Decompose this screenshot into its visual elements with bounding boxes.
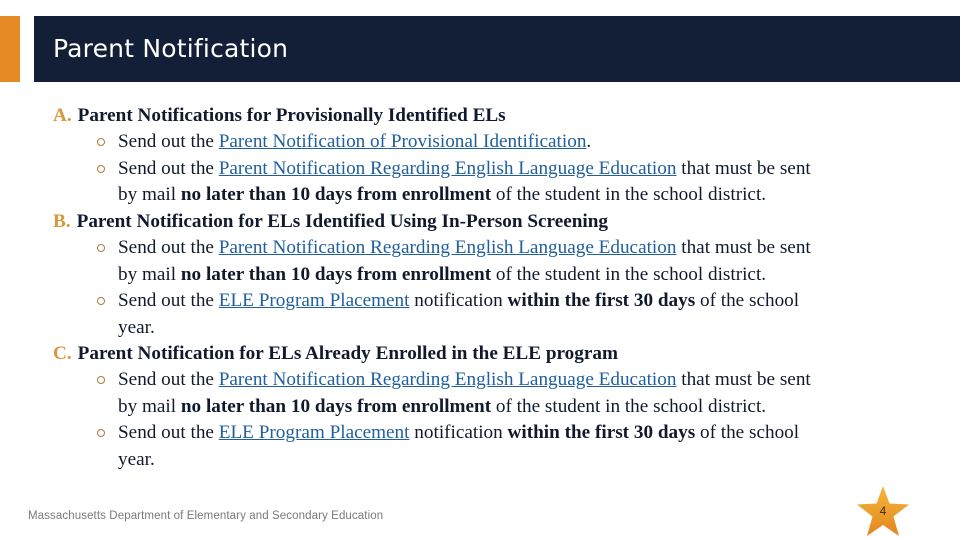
list-item: Send out the ELE Program Placement notification within the first 30 days of the school <box>53 420 933 446</box>
list-item: Send out the Parent Notification Regarding English Language Education that must be sent <box>53 367 933 393</box>
list-item-continuation: by mail no later than 10 days from enrollment of the student in the school district. <box>118 395 767 417</box>
section-letter: A. <box>53 105 72 126</box>
list-item-continuation: by mail no later than 10 days from enrollment of the student in the school district. <box>118 263 767 285</box>
list-item-continuation: by mail no later than 10 days from enrollment of the student in the school district. <box>118 184 767 206</box>
title-bar <box>34 16 960 82</box>
link-ele-program-placement[interactable]: ELE Program Placement <box>218 422 410 444</box>
link-ele-program-placement[interactable]: ELE Program Placement <box>218 290 410 312</box>
slide-content <box>53 103 933 473</box>
list-item: Send out the ELE Program Placement notification within the first 30 days of the school <box>53 288 933 314</box>
section-letter: C. <box>53 342 72 364</box>
page-title: Parent Notification <box>53 34 289 63</box>
section-heading-c: C. Parent Notification for ELs Already Enrolled in the ELE program <box>53 342 618 364</box>
list-item-continuation: year. <box>118 316 155 338</box>
circle-bullet-icon <box>97 165 105 173</box>
circle-bullet-icon <box>97 429 105 437</box>
link-english-language-education[interactable]: Parent Notification Regarding English Language Education <box>218 237 677 259</box>
section-heading-a: A. Parent Notifications for Provisionally Identified ELs <box>53 105 506 126</box>
list-item-continuation: year. <box>118 448 155 470</box>
page-number: 4 <box>879 504 887 518</box>
circle-bullet-icon <box>97 138 105 146</box>
circle-bullet-icon <box>97 297 105 305</box>
link-english-language-education[interactable]: Parent Notification Regarding English Language Education <box>218 369 677 391</box>
link-english-language-education[interactable]: Parent Notification Regarding English Language Education <box>218 157 677 179</box>
footer-organization: Massachusetts Department of Elementary and Secondary Education <box>28 510 384 522</box>
section-heading-b: B. Parent Notification for ELs Identified Using In-Person Screening <box>53 210 608 232</box>
link-provisional-identification[interactable]: Parent Notification of Provisional Identification <box>218 131 587 153</box>
section-letter: B. <box>53 210 71 232</box>
accent-bar <box>0 16 20 82</box>
list-item: Send out the Parent Notification Regarding English Language Education that must be sent <box>53 235 933 261</box>
list-item: Send out the Parent Notification of Provisional Identification. <box>53 129 933 155</box>
circle-bullet-icon <box>97 376 105 384</box>
circle-bullet-icon <box>97 244 105 252</box>
list-item: Send out the Parent Notification Regarding English Language Education that must be sent <box>53 156 933 182</box>
